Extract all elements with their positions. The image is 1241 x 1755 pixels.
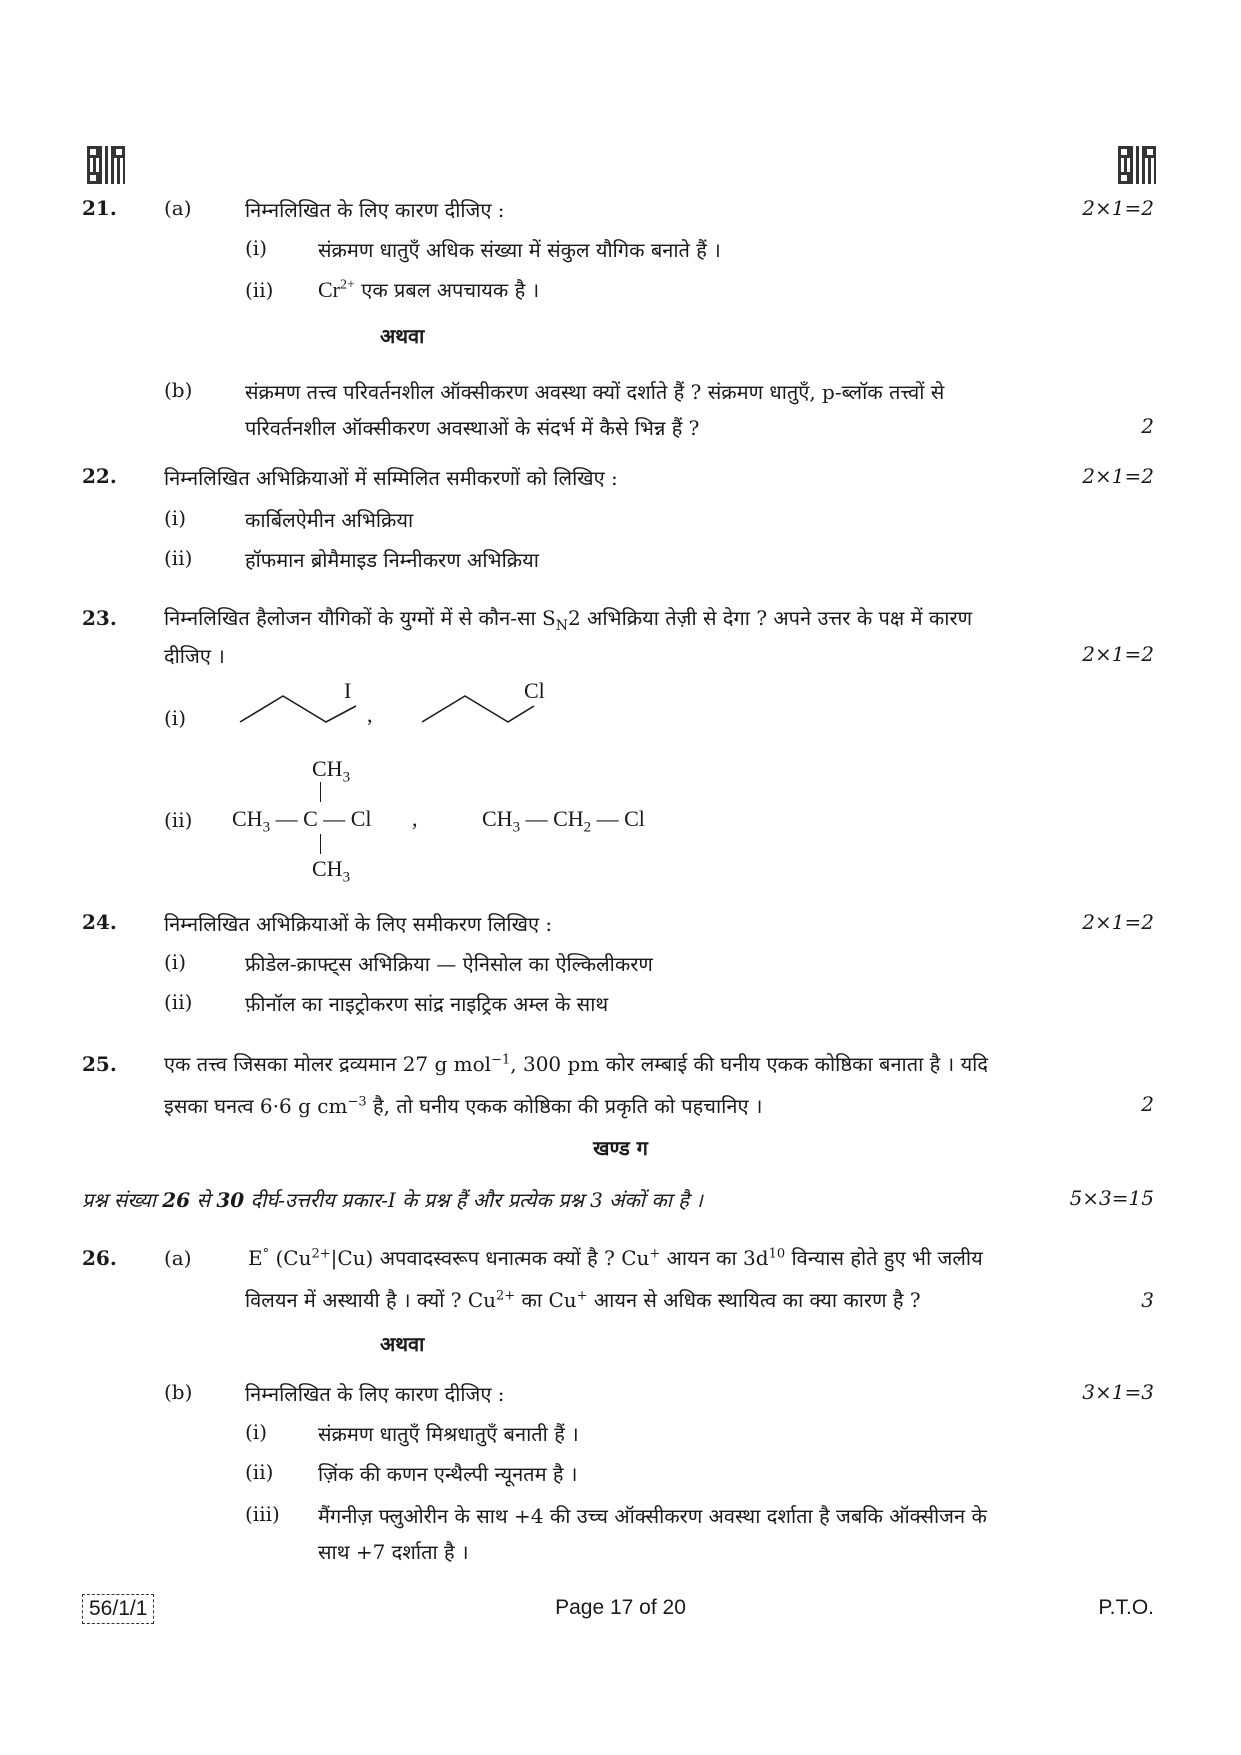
chloropropane-structure	[420, 684, 540, 734]
part-label: (a)	[164, 196, 192, 220]
question-number: 24.	[82, 910, 117, 934]
iodine-label: I	[344, 678, 352, 703]
marks: 2	[1141, 1092, 1154, 1116]
sub-label: (ii)	[164, 546, 193, 570]
marks: 2×1=2	[1082, 910, 1154, 934]
question-text: निम्नलिखित के लिए कारण दीजिए :	[245, 198, 505, 222]
sub-text: हॉफमान ब्रोमैमाइड निम्नीकरण अभिक्रिया	[245, 548, 539, 572]
question-number: 26.	[82, 1246, 117, 1270]
question-text: निम्नलिखित हैलोजन यौगिकों के युग्मों में से कौन-सा $S_N2$ अभिक्रिया तेज़ी से देगा ? अपने उत्तर के पक्ष में कारण	[164, 606, 973, 634]
section-title: खण्ड ग	[593, 1136, 648, 1160]
question-text: दीजिए ।	[164, 644, 225, 668]
separator: ,	[367, 702, 373, 727]
sub-label: (ii)	[245, 278, 274, 302]
section-instructions: प्रश्न संख्या 26 से 30 दीर्घ-उत्तरीय प्रकार-I के प्रश्न हैं और प्रत्येक प्रश्न 3 अंकों का है ।	[82, 1188, 703, 1212]
sub-label: (ii)	[245, 1460, 274, 1484]
part-label: (b)	[164, 378, 193, 402]
sub-text: संक्रमण धातुएँ मिश्रधातुएँ बनाती हैं ।	[318, 1422, 579, 1446]
page-number: Page 17 of 20	[555, 1596, 686, 1619]
sub-text: $Cr^{2+}$ एक प्रबल अपचायक है ।	[318, 277, 540, 302]
bond-line	[320, 834, 321, 854]
methyl-bottom: $CH_3$	[312, 856, 351, 886]
marks: 3	[1141, 1288, 1154, 1312]
question-number: 22.	[82, 464, 117, 488]
paper-code: 56/1/1	[82, 1594, 154, 1624]
marks: 2×1=2	[1082, 642, 1154, 666]
sub-label: (i)	[245, 1420, 268, 1444]
sub-label: (ii)	[164, 990, 193, 1014]
sub-label: (i)	[164, 950, 187, 974]
sub-text: साथ +7 दर्शाता है ।	[318, 1540, 469, 1564]
sub-text: ज़िंक की कणन एन्थैल्पी न्यूनतम है ।	[318, 1462, 578, 1486]
marks: 5×3=15	[1069, 1186, 1154, 1210]
sub-label: (i)	[164, 706, 187, 730]
marks: 2×1=2	[1082, 464, 1154, 488]
question-number: 23.	[82, 606, 117, 630]
sub-text: संक्रमण धातुएँ अधिक संख्या में संकुल यौगिक बनाते हैं ।	[318, 238, 721, 262]
pto-label: P.T.O.	[1098, 1596, 1154, 1619]
qr-code-icon	[87, 146, 125, 184]
methyl-top: $CH_3$	[312, 756, 351, 786]
question-text: एक तत्त्व जिसका मोलर द्रव्यमान 27 g mol$^{-1}$, 300 pm कोर लम्बाई की घनीय एकक कोष्ठिका बनाता है । यदि	[164, 1052, 988, 1076]
question-text: इसका घनत्व 6·6 g $cm^{-3}$ है, तो घनीय एकक कोष्ठिका की प्रकृति को पहचानिए ।	[164, 1094, 763, 1118]
sub-label: (iii)	[245, 1502, 280, 1526]
qr-code-icon	[1118, 146, 1156, 184]
question-text: निम्नलिखित अभिक्रियाओं में सम्मिलित समीकरणों को लिखिए :	[164, 466, 618, 490]
or-label: अथवा	[380, 1332, 425, 1356]
part-label: (a)	[164, 1246, 192, 1270]
sub-text: मैंगनीज़ फ्लुओरीन के साथ +4 की उच्च ऑक्सीकरण अवस्था दर्शाता है जबकि ऑक्सीजन के	[318, 1504, 987, 1528]
sub-text: कार्बिलऐमीन अभिक्रिया	[245, 508, 414, 532]
question-number: 25.	[82, 1052, 117, 1076]
sub-label: (i)	[245, 236, 268, 260]
sub-text: फ़ीनॉल का नाइट्रोकरण सांद्र नाइट्रिक अम्ल के साथ	[245, 992, 609, 1016]
chlorine-label: Cl	[524, 678, 545, 703]
tert-butyl-chloride: $CH_3$ — C — Cl	[232, 806, 372, 836]
or-label: अथवा	[380, 324, 425, 348]
sub-label: (i)	[164, 506, 187, 530]
question-text: संक्रमण तत्त्व परिवर्तनशील ऑक्सीकरण अवस्था क्यों दर्शाते हैं ? संक्रमण धातुएँ, p-ब्लॉक तत्त्वों से	[245, 380, 945, 404]
part-label: (b)	[164, 1380, 193, 1404]
marks: 2	[1141, 414, 1154, 438]
sub-text: फ्रीडेल-क्राफ्ट्स अभिक्रिया — ऐनिसोल का ऐल्किलीकरण	[245, 952, 653, 976]
question-text: निम्नलिखित के लिए कारण दीजिए :	[245, 1382, 505, 1406]
marks: 2×1=2	[1082, 196, 1154, 220]
sub-label: (ii)	[164, 808, 193, 832]
question-text: निम्नलिखित अभिक्रियाओं के लिए समीकरण लिखिए :	[164, 912, 553, 936]
separator: ,	[412, 806, 418, 831]
question-number: 21.	[82, 196, 117, 220]
question-text: विलयन में अस्थायी है । क्यों ? $Cu^{2+}$ का Cu+ आयन से अधिक स्थायित्व का क्या कारण है ?	[245, 1288, 921, 1312]
question-text: परिवर्तनशील ऑक्सीकरण अवस्थाओं के संदर्भ में कैसे भिन्न हैं ?	[245, 416, 700, 440]
marks: 3×1=3	[1082, 1380, 1154, 1404]
question-text: E° $(Cu^{2+}|Cu)$ अपवादस्वरूप धनात्मक क्यों है ? Cu+ आयन का $3d^{10}$ विन्यास होते हुए भी जलीय	[248, 1246, 983, 1270]
bond-line	[320, 782, 321, 802]
chloroethane: $CH_3$ — $CH_2$ — Cl	[482, 806, 645, 836]
